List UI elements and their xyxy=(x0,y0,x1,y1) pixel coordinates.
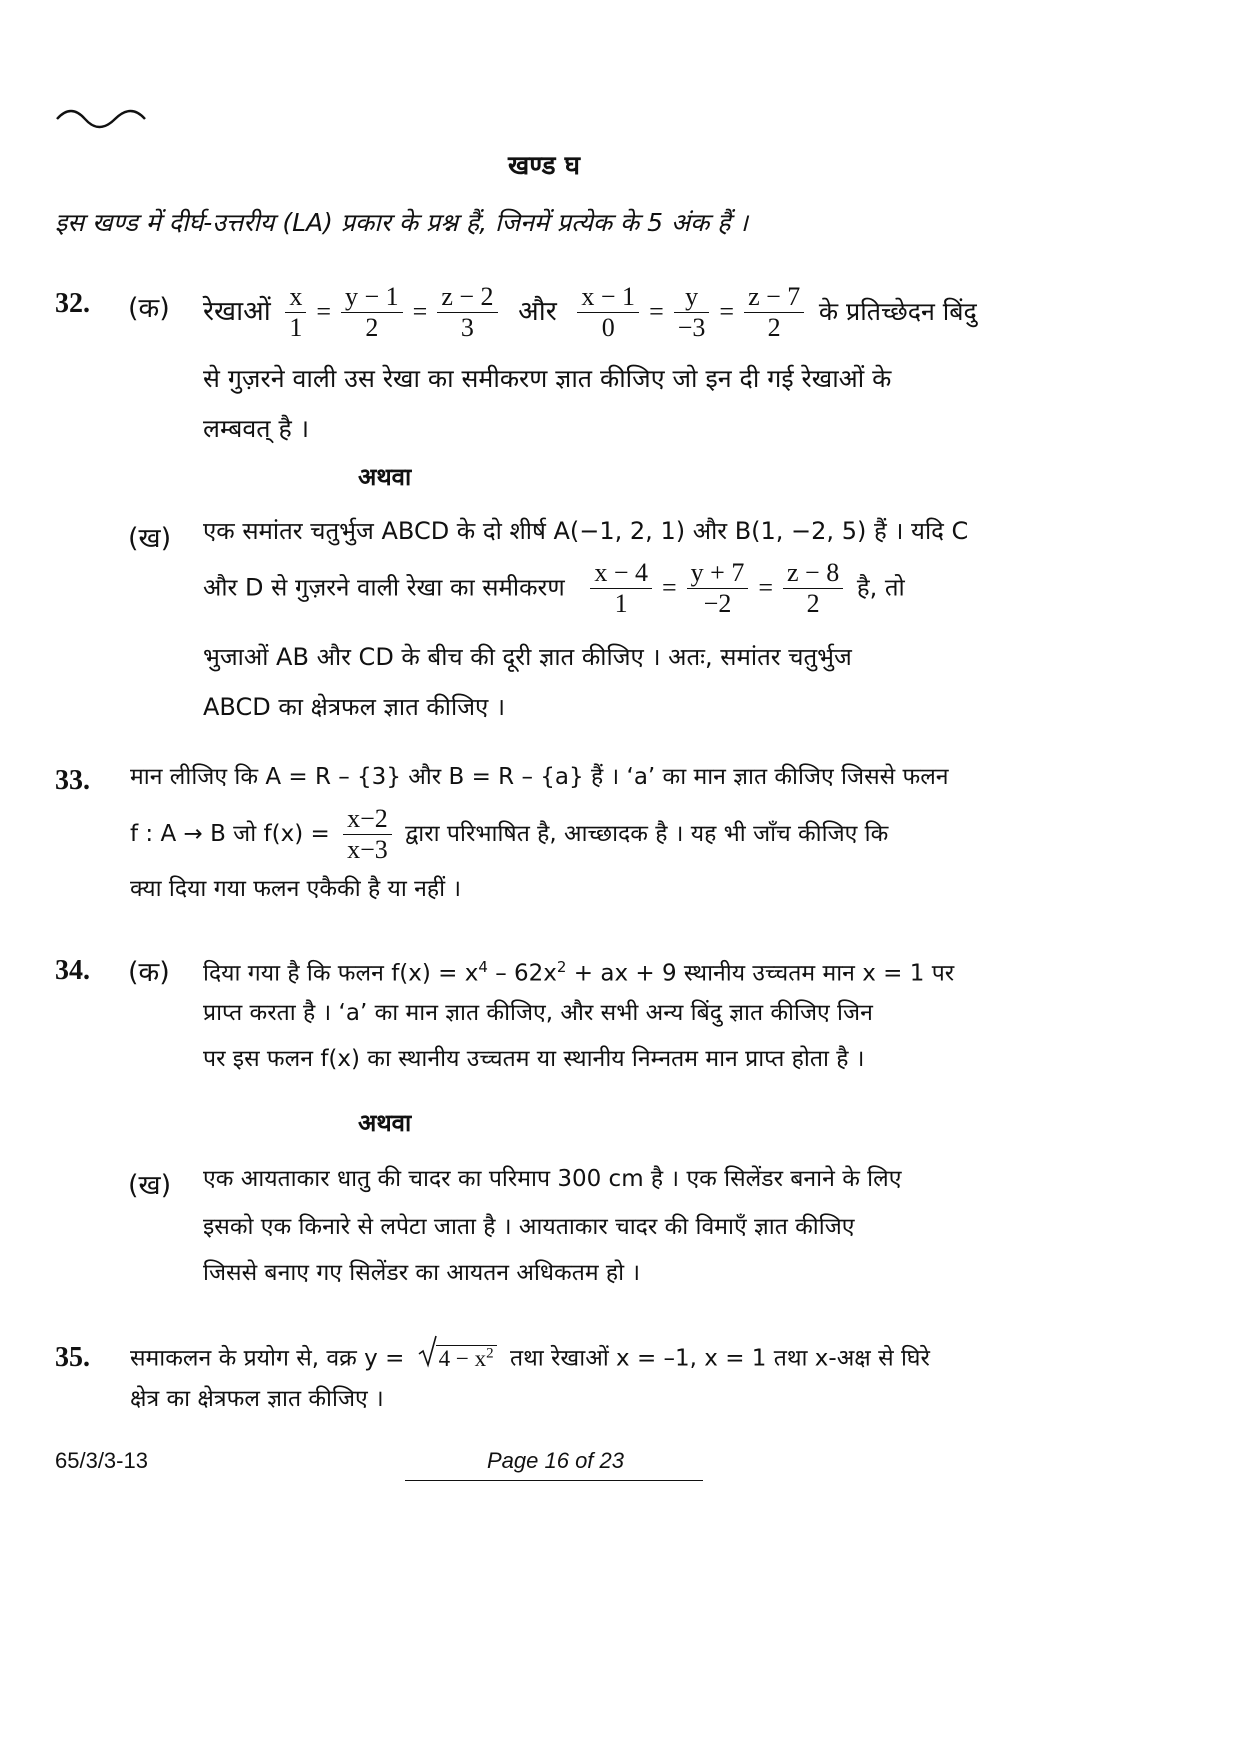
q34b-line2: इसको एक किनारे से लपेटा जाता है । आयताकार चादर की विमाएँ ज्ञात कीजिए xyxy=(203,1214,855,1240)
footer-divider xyxy=(405,1480,703,1481)
exponent: 2 xyxy=(556,958,567,976)
q33-line3: क्या दिया गया फलन एकैकी है या नहीं । xyxy=(130,876,462,902)
paper-code: 65/3/3-13 xyxy=(55,1448,148,1473)
radical-sign-icon xyxy=(418,1334,438,1368)
fraction: $\frac{x - 1}{0}$ xyxy=(577,282,639,343)
exponent: 2 xyxy=(486,1345,494,1361)
q34a-line1 xyxy=(203,950,954,991)
q34a-pre: दिया गया है कि फलन f(x) = x xyxy=(203,960,479,987)
q35-post: तथा रेखाओं x = –1, x = 1 तथा x-अक्ष से घिरे xyxy=(509,1345,930,1372)
question-number: 34. xyxy=(55,955,90,986)
part-label: (क) xyxy=(128,957,170,988)
exponent: 4 xyxy=(478,958,488,976)
fraction: $\frac{z - 7}{2}$ xyxy=(744,282,804,343)
q34a-post: + ax + 9 स्थानीय उच्चतम मान x = 1 पर xyxy=(566,960,955,987)
q32a-pre: रेखाओं xyxy=(203,296,271,327)
q33-line2 xyxy=(130,804,888,865)
q32a-line3: लम्बवत् है । xyxy=(203,414,310,443)
fraction: $\frac{x}{1}$ xyxy=(285,282,306,343)
fraction: $\frac{x-2}{x-3}$ xyxy=(343,804,392,865)
q34a-mid: – 62x xyxy=(487,960,557,987)
question-number: 35. xyxy=(55,1342,90,1373)
q32b-post: है, तो xyxy=(856,573,905,602)
sqrt-expression xyxy=(418,1336,497,1376)
q32b-line1: एक समांतर चतुर्भुज ABCD के दो शीर्ष A(−1, 2, 1) और B(1, −2, 5) हैं । यदि C xyxy=(203,517,969,545)
q34b-line1: एक आयताकार धातु की चादर का परिमाप 300 cm है । एक सिलेंडर बनाने के लिए xyxy=(203,1166,902,1192)
fraction: $\frac{z - 2}{3}$ xyxy=(437,282,497,343)
q32b-line2: और D से गुज़रने वाली रेखा का समीकरण $\frac{x - 4}{1}$ = $\frac{y + 7}{-2}$ = $\frac{z - 8}{2}$ है, तो xyxy=(203,558,905,618)
q34b-line3: जिससे बनाए गए सिलेंडर का आयतन अधिकतम हो । xyxy=(203,1260,641,1286)
part-label: (ख) xyxy=(128,1170,172,1201)
q35-line1 xyxy=(130,1336,930,1376)
q34a-line2: प्राप्त करता है । ‘a’ का मान ज्ञात कीजिए, और सभी अन्य बिंदु ज्ञात कीजिए जिन xyxy=(203,1000,873,1026)
fraction: $\frac{x - 4}{1}$ xyxy=(590,558,652,619)
q32b-line4: ABCD का क्षेत्रफल ज्ञात कीजिए । xyxy=(203,693,506,721)
question-number: 33. xyxy=(55,765,90,796)
q32a-line2: से गुज़रने वाली उस रेखा का समीकरण ज्ञात कीजिए जो इन दी गई रेखाओं के xyxy=(203,364,892,393)
fraction: $\frac{y - 1}{2}$ xyxy=(341,282,403,343)
q34a-line3: पर इस फलन f(x) का स्थानीय उच्चतम या स्थानीय निम्नतम मान प्राप्त होता है । xyxy=(203,1046,865,1072)
wave-icon xyxy=(55,105,147,129)
or-label: अथवा xyxy=(358,463,412,491)
q35-pre: समाकलन के प्रयोग से, वक्र y = xyxy=(130,1345,405,1372)
part-label: (क) xyxy=(128,293,170,324)
q33-pre: f : A → B जो f(x) = xyxy=(130,821,330,847)
q32b-pre: और D से गुज़रने वाली रेखा का समीकरण xyxy=(203,573,565,602)
q32a-line1: रेखाओं $\frac{x}{1}$ = $\frac{y - 1}{2}$ = $\frac{z - 2}{3}$ और $\frac{x - 1}{0}$ = $\frac{y}{-3}$ = $\frac{z - 7}{2}$ के प्रतिच्छेदन बिंदु xyxy=(203,282,977,342)
q32a-and: और xyxy=(518,296,557,327)
section-intro: इस खण्ड में दीर्घ-उत्तरीय (LA) प्रकार के प्रश्न हैं, जिनमें प्रत्येक के 5 अंक हैं । xyxy=(55,208,748,237)
sqrt-body: 4 − x xyxy=(438,1345,487,1371)
q32a-post: के प्रतिच्छेदन बिंदु xyxy=(818,297,977,326)
q33-post: द्वारा परिभाषित है, आच्छादक है । यह भी जाँच कीजिए कि xyxy=(405,821,889,847)
question-number: 32. xyxy=(55,288,90,319)
q35-line2: क्षेत्र का क्षेत्रफल ज्ञात कीजिए । xyxy=(130,1386,384,1412)
fraction: $\frac{z - 8}{2}$ xyxy=(783,558,843,619)
section-title: खण्ड घ xyxy=(508,151,580,181)
q32b-line3: भुजाओं AB और CD के बीच की दूरी ज्ञात कीजिए । अतः, समांतर चतुर्भुज xyxy=(203,643,852,671)
fraction: $\frac{y + 7}{-2}$ xyxy=(687,558,749,619)
part-label: (ख) xyxy=(128,523,172,554)
or-label: अथवा xyxy=(358,1109,412,1137)
q33-line1: मान लीजिए कि A = R – {3} और B = R – {a} हैं । ‘a’ का मान ज्ञात कीजिए जिससे फलन xyxy=(130,764,949,790)
fraction: $\frac{y}{-3}$ xyxy=(674,282,710,343)
page-number: Page 16 of 23 xyxy=(487,1448,625,1473)
